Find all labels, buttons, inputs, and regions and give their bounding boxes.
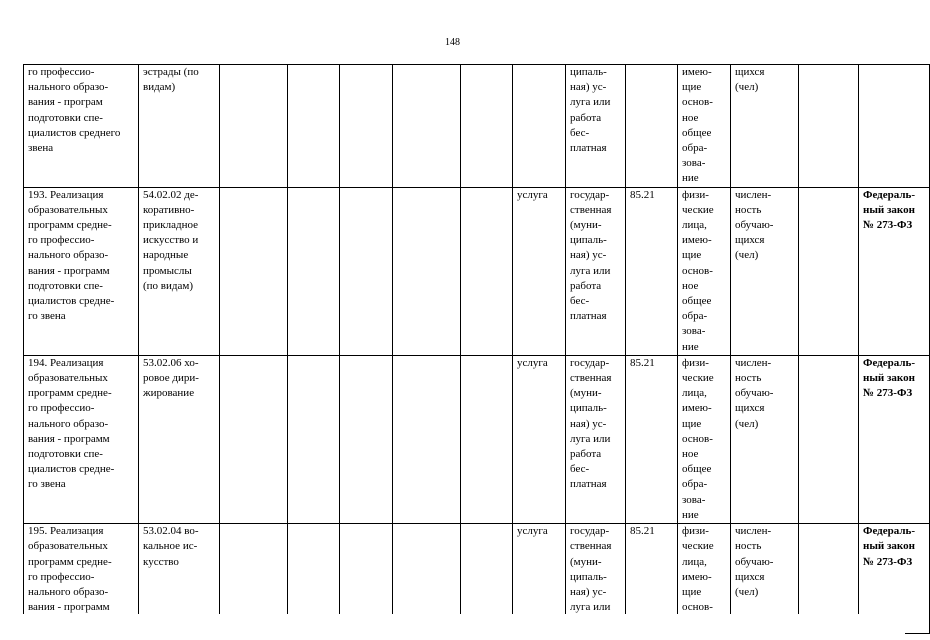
empty-cell xyxy=(340,65,393,188)
indicator-cell: числен- ность обучаю- щихся (чел) xyxy=(731,524,799,634)
service-kind-cell: государ- ственная (муни- ципаль- ная) ус- луга или работа бес- платная xyxy=(566,187,626,355)
empty-cell xyxy=(220,187,288,355)
page-bottom-margin xyxy=(0,614,905,640)
empty-cell xyxy=(220,355,288,523)
indicator-cell: числен- ность обучаю- щихся (чел) xyxy=(731,187,799,355)
consumers-cell: имею- щие основ- ное общее обра- зова- ние xyxy=(678,65,731,188)
table-row xyxy=(24,187,930,355)
service-name-cell: 194. Реализация образовательных программ средне- го профессио- нального образо- вания - программ подготовки спе- циалистов средне- го звена xyxy=(24,355,139,523)
okved-cell: 85.21 xyxy=(626,524,678,634)
empty-cell xyxy=(799,355,859,523)
empty-cell xyxy=(461,355,513,523)
specialty-code-cell: эстрады (по видам) xyxy=(139,65,220,188)
service-kind-cell: государ- ственная (муни- ципаль- ная) ус- луга или xyxy=(566,524,626,634)
service-type-cell: услуга xyxy=(513,355,566,523)
empty-cell xyxy=(461,65,513,188)
service-type-cell: услуга xyxy=(513,187,566,355)
table-row xyxy=(24,65,930,188)
empty-cell xyxy=(288,355,340,523)
law-cell: Федераль- ный закон № 273-ФЗ xyxy=(859,524,930,634)
service-type-cell: услуга xyxy=(513,524,566,634)
empty-cell xyxy=(799,187,859,355)
empty-cell xyxy=(340,187,393,355)
indicator-cell: щихся (чел) xyxy=(731,65,799,188)
empty-cell xyxy=(340,355,393,523)
specialty-code-cell: 53.02.06 хо- ровое дири- жирование xyxy=(139,355,220,523)
consumers-cell: физи- ческие лица, имею- щие основ- ное общее обра- зова- ние xyxy=(678,187,731,355)
empty-cell xyxy=(220,65,288,188)
law-cell: Федераль- ный закон № 273-ФЗ xyxy=(859,355,930,523)
service-type-cell xyxy=(513,65,566,188)
consumers-cell: физи- ческие лица, имею- щие основ- xyxy=(678,524,731,634)
specialty-code-cell: 53.02.04 во- кальное ис- кусство xyxy=(139,524,220,634)
empty-cell xyxy=(799,65,859,188)
empty-cell xyxy=(393,65,461,188)
consumers-cell: физи- ческие лица, имею- щие основ- ное общее обра- зова- ние xyxy=(678,355,731,523)
specialty-code-cell: 54.02.02 де- коративно- прикладное искусство и народные промыслы (по видам) xyxy=(139,187,220,355)
service-name-cell: го профессио- нального образо- вания - програм подготовки спе- циалистов среднего звена xyxy=(24,65,139,188)
service-kind-cell: ципаль- ная) ус- луга или работа бес- платная xyxy=(566,65,626,188)
okved-cell: 85.21 xyxy=(626,355,678,523)
service-name-cell: 193. Реализация образовательных программ средне- го профессио- нального образо- вания - программ подготовки спе- циалистов средне- го звена xyxy=(24,187,139,355)
empty-cell xyxy=(288,187,340,355)
indicator-cell: числен- ность обучаю- щихся (чел) xyxy=(731,355,799,523)
empty-cell xyxy=(461,187,513,355)
okved-cell: 85.21 xyxy=(626,187,678,355)
law-cell xyxy=(859,65,930,188)
table-row xyxy=(24,355,930,523)
empty-cell xyxy=(393,355,461,523)
okved-cell xyxy=(626,65,678,188)
law-cell: Федераль- ный закон № 273-ФЗ xyxy=(859,187,930,355)
page-number: 148 xyxy=(445,37,460,48)
service-kind-cell: государ- ственная (муни- ципаль- ная) ус- луга или работа бес- платная xyxy=(566,355,626,523)
service-name-cell: 195. Реализация образовательных программ средне- го профессио- нального образо- вания - программ xyxy=(24,524,139,634)
empty-cell xyxy=(393,187,461,355)
services-registry-table xyxy=(23,64,930,634)
empty-cell xyxy=(288,65,340,188)
